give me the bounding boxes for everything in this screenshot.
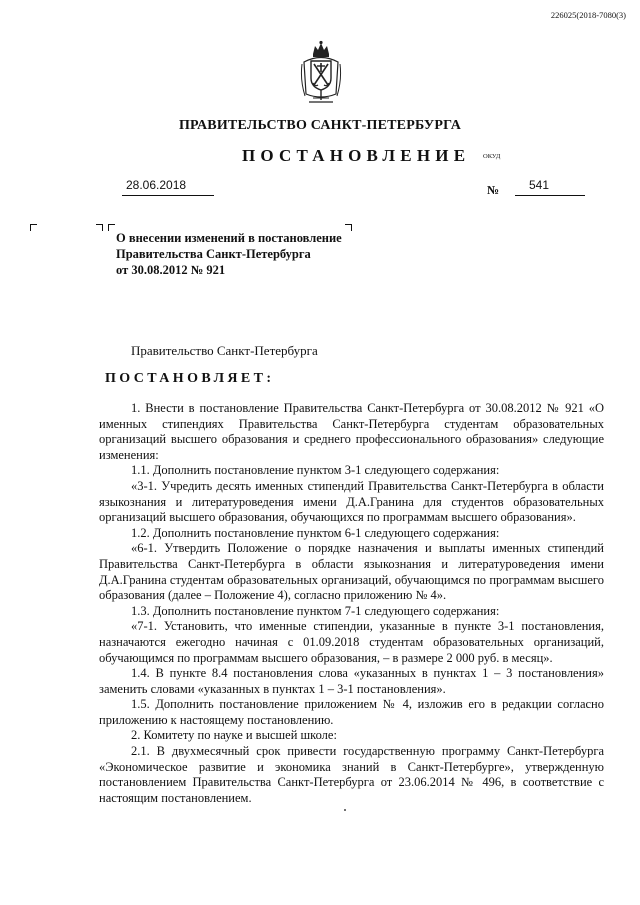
document-registration-number: 226025(2018-7080(3) xyxy=(550,10,626,20)
issuer-name: Правительство Санкт-Петербурга xyxy=(131,343,318,358)
paragraph: 1.1. Дополнить постановление пунктом 3-1 следующего содержания: xyxy=(131,463,500,478)
corner-mark-left-end xyxy=(96,224,103,231)
corner-mark-left xyxy=(30,224,37,231)
paragraph: 1. Внести в постановление Правительства Санкт-Петербурга от 30.08.2012 № 921 «О именных стипендиях Правительства Санкт-Петербурга студентам образовательных организаций высшего образования и среднего профессионального образования» следующие изменения: xyxy=(99,401,604,462)
subject-line: О внесении изменений в постановление xyxy=(116,231,342,245)
document-subject xyxy=(116,230,356,278)
paragraph: 1.3. Дополнить постановление пунктом 7-1 следующего содержания: xyxy=(131,603,500,618)
paragraph: «7-1. Установить, что именные стипендии, указанные в пункте 3-1 постановления, назначаются ежегодно начиная с 01.09.2018 студентам образовательных организаций, обучающимся по программам высшего образования, – в размере 2 000 руб. в месяц». xyxy=(99,619,604,665)
document-type-title: ПОСТАНОВЛЕНИЕ xyxy=(242,146,471,165)
document-number: 541 xyxy=(529,178,550,192)
document-body xyxy=(99,401,604,806)
coat-of-arms-icon xyxy=(300,40,342,106)
subject-line: Правительства Санкт-Петербурга xyxy=(116,247,311,261)
okud-label: ОКУД xyxy=(483,153,501,160)
paragraph: «3-1. Учредить десять именных стипендий Правительства Санкт-Петербурга в области языкознания и литературоведения имени Д.А.Гранина для студентов образовательных организаций высшего образования, обучающихся по программам высшего образования». xyxy=(99,478,604,525)
scan-speck xyxy=(344,809,346,811)
number-underline xyxy=(515,195,585,196)
corner-mark-subject-start xyxy=(108,224,115,231)
date-underline xyxy=(122,195,214,196)
paragraph: «6-1. Утвердить Положение о порядке назначения и выплаты именных стипендий Правительства Санкт-Петербурга в области языкознания и литературоведения имени Д.А.Гранина студентам образовательных организаций, обучающимся по программам высшего образования (далее – Положение 4), согласно приложению № 4». xyxy=(99,541,604,603)
paragraph: 2.1. В двухмесячный срок привести государственную программу Санкт-Петербурга «Экономическое развитие и экономика знаний в Санкт-Петербурге», утвержденную постановлением Правительства Санкт-Петербурга от 23.06.2014 № 496, в соответствие с настоящим постановлением. xyxy=(99,744,604,805)
number-sign: № xyxy=(487,183,500,197)
paragraph: 1.4. В пункте 8.4 постановления слова «указанных в пунктах 1 – 3 постановления» заменить словами «указанных в пунктах 1 – 3-1 постановления». xyxy=(99,666,604,696)
decrees-heading: ПОСТАНОВЛЯЕТ: xyxy=(105,371,275,386)
government-name: ПРАВИТЕЛЬСТВО САНКТ-ПЕТЕРБУРГА xyxy=(178,118,462,133)
subject-line: от 30.08.2012 № 921 xyxy=(116,263,226,277)
document-date: 28.06.2018 xyxy=(126,178,187,192)
paragraph: 1.5. Дополнить постановление приложением № 4, изложив его в редакции согласно приложению к настоящему постановлению. xyxy=(99,697,604,727)
paragraph: 2. Комитету по науке и высшей школе: xyxy=(131,728,337,743)
paragraph: 1.2. Дополнить постановление пунктом 6-1 следующего содержания: xyxy=(131,525,500,540)
